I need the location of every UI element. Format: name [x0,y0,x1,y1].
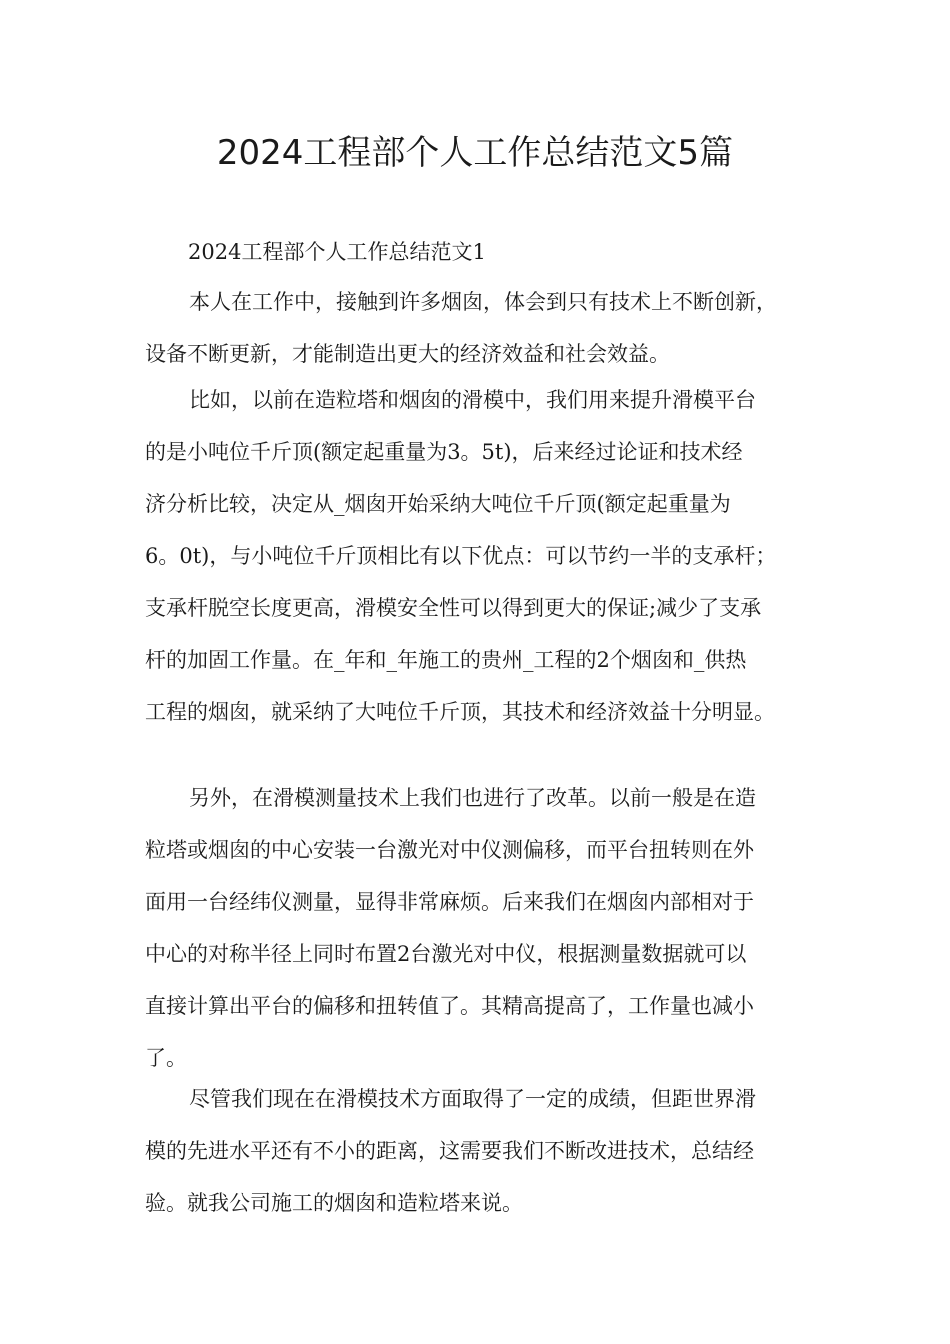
paragraph-1 [145,276,835,380]
paragraph-line: 设备不断更新，才能制造出更大的经济效益和社会效益。 [145,342,670,366]
paragraph-line: 另外，在滑模测量技术上我们也进行了改革。以前一般是在造 [189,786,756,810]
paragraph-line: 工程的烟囱，就采纳了大吨位千斤顶，其技术和经济效益十分明显。 [145,700,775,724]
paragraph-line: 尽管我们现在在滑模技术方面取得了一定的成绩，但距世界滑 [189,1087,756,1111]
paragraph-line: 模的先进水平还有不小的距离，这需要我们不断改进技术，总结经 [145,1139,754,1163]
paragraph-line: 本人在工作中，接触到许多烟囱，体会到只有技术上不断创新， [189,290,777,314]
paragraph-line: 济分析比较，决定从_烟囱开始采纳大吨位千斤顶(额定起重量为 [145,492,731,516]
paragraph-line: 面用一台经纬仪测量，显得非常麻烦。后来我们在烟囱内部相对于 [145,890,754,914]
paragraph-4 [145,1073,835,1229]
paragraph-line: 杆的加固工作量。在_年和_年施工的贵州_工程的2个烟囱和_供热 [145,648,747,672]
paragraph-line: 比如，以前在造粒塔和烟囱的滑模中，我们用来提升滑模平台 [189,388,756,412]
document-title: 2024工程部个人工作总结范文5篇 [216,133,734,173]
paragraph-line: 了。 [145,1046,187,1070]
paragraph-line: 验。就我公司施工的烟囱和造粒塔来说。 [145,1191,523,1215]
paragraph-line: 6。0t)，与小吨位千斤顶相比有以下优点：可以节约一半的支承杆； [145,544,777,568]
paragraph-line: 粒塔或烟囱的中心安装一台激光对中仪测偏移，而平台扭转则在外 [145,838,754,862]
paragraph-2 [145,374,835,738]
paragraph-line: 的是小吨位千斤顶(额定起重量为3。5t)，后来经过论证和技术经 [145,440,743,464]
section-subtitle: 2024工程部个人工作总结范文1 [188,240,486,264]
paragraph-3 [145,772,835,1084]
paragraph-line: 支承杆脱空长度更高，滑模安全性可以得到更大的保证;减少了支承 [145,596,762,620]
paragraph-line: 中心的对称半径上同时布置2台激光对中仪，根据测量数据就可以 [145,942,747,966]
paragraph-line: 直接计算出平台的偏移和扭转值了。其精高提高了，工作量也减小 [145,994,754,1018]
